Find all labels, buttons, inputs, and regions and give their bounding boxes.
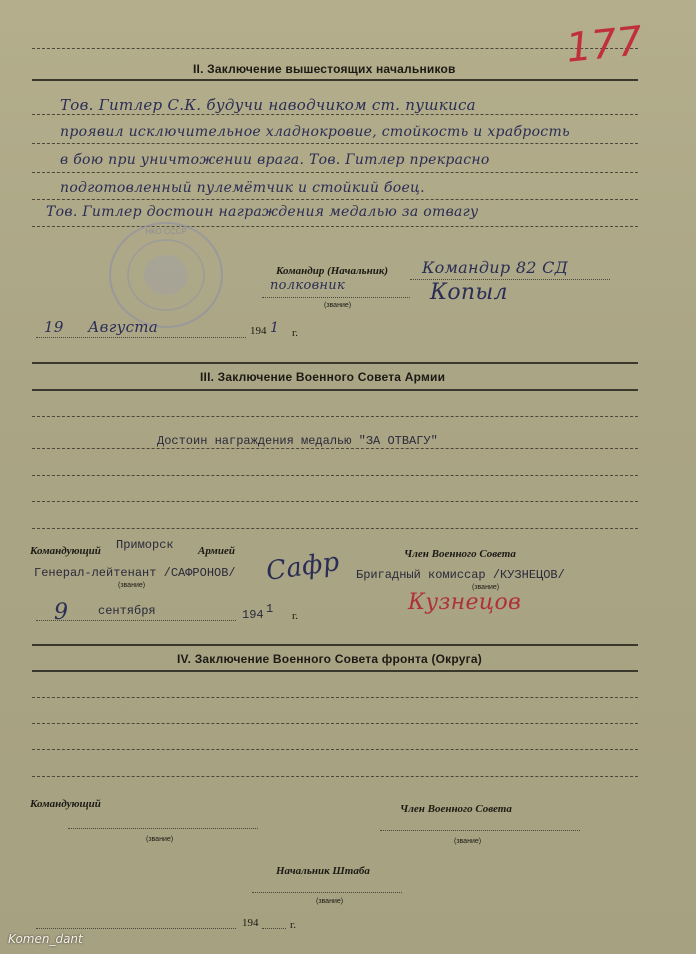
- rule: [32, 776, 638, 777]
- section3-council-caption: (звание): [472, 584, 500, 591]
- section2-commander-unit: Командир 82 СД: [422, 258, 569, 277]
- rule: [36, 928, 236, 929]
- section3-date-day: 9: [54, 600, 69, 625]
- section3-council-rank: Бригадный комиссар /КУЗНЕЦОВ/: [356, 568, 565, 582]
- section4-council-caption: (звание): [454, 838, 482, 845]
- rule: [32, 749, 638, 750]
- rule: [380, 830, 580, 831]
- section3-date-year-hand: 1: [266, 602, 274, 616]
- corner-number: 177: [563, 18, 645, 72]
- section4-chief-label: Начальник Штаба: [276, 865, 370, 877]
- rule: [36, 620, 236, 621]
- section2-date-month: Августа: [88, 318, 159, 336]
- section4-date-year-prefix: 194: [242, 917, 259, 929]
- rule: [36, 337, 246, 338]
- section3-signature-1: Сафр: [264, 547, 342, 587]
- section2-commander-label: Командир (Начальник): [276, 265, 389, 277]
- rule: [262, 297, 410, 298]
- rule: [32, 114, 638, 115]
- official-stamp: [106, 220, 226, 330]
- section4-commander-label: Командующий: [30, 798, 101, 810]
- section3-date-month: сентября: [98, 604, 156, 618]
- section2-heading-rule: [32, 79, 638, 81]
- section2-signature: Копыл: [430, 280, 508, 305]
- section2-line-4: подготовленный пулемётчик и стойкий боец.: [60, 180, 425, 196]
- section3-date-year-prefix: 194: [242, 608, 264, 622]
- section2-date-year-prefix: 194: [250, 325, 267, 337]
- rule: [32, 416, 638, 417]
- section3-rank-caption: (звание): [118, 582, 146, 589]
- section4-chief-caption: (звание): [316, 898, 344, 905]
- rule: [32, 670, 638, 672]
- rule: [32, 448, 638, 449]
- section4-rank-caption: (звание): [146, 836, 174, 843]
- section2-date-year-hand: 1: [270, 320, 280, 336]
- section2-line-1: Тов. Гитлер С.К. будучи наводчиком ст. пушкиса: [60, 96, 476, 114]
- section3-heading: III. Заключение Военного Совета Армии: [200, 370, 446, 384]
- rule: [32, 501, 638, 502]
- section3-typed-text: Достоин награждения медалью "ЗА ОТВАГУ": [157, 434, 438, 448]
- section4-heading: IV. Заключение Военного Совета фронта (Округа): [177, 652, 482, 666]
- rule: [32, 475, 638, 476]
- section3-council-label: Член Военного Совета: [404, 548, 516, 560]
- rule: [32, 723, 638, 724]
- section3-commander-label: Командующий: [30, 545, 101, 557]
- rule: [252, 892, 402, 893]
- section2-date-day: 19: [44, 318, 64, 336]
- section4-council-label: Член Военного Совета: [400, 803, 512, 815]
- stamp-text: НКО СССР: [145, 227, 187, 236]
- rule: [32, 389, 638, 391]
- section2-rank-caption: (звание): [324, 302, 352, 309]
- rule: [32, 644, 638, 646]
- section3-army-typed: Приморск: [116, 538, 174, 552]
- section3-date-suffix: г.: [292, 610, 299, 622]
- rule: [32, 362, 638, 364]
- section2-heading: II. Заключение вышестоящих начальников: [193, 62, 456, 76]
- watermark: Komen_dant: [8, 932, 83, 946]
- rule: [68, 828, 258, 829]
- section2-date-suffix: г.: [292, 327, 299, 339]
- rule: [32, 199, 638, 200]
- section3-commander-rank: Генерал-лейтенант /САФРОНОВ/: [34, 566, 236, 580]
- section4-date-suffix: г.: [290, 919, 297, 931]
- section2-line-2: проявил исключительное хладнокровие, стойкость и храбрость: [60, 124, 570, 140]
- section2-rank: полковник: [270, 278, 346, 293]
- rule: [262, 928, 286, 929]
- section3-signature-2: Кузнецов: [408, 590, 522, 615]
- section2-line-5: Тов. Гитлер достоин награждения медалью за отвагу: [46, 204, 479, 220]
- section3-army-label: Армией: [198, 545, 235, 557]
- rule: [32, 143, 638, 144]
- rule: [32, 697, 638, 698]
- top-rule: [32, 48, 638, 49]
- rule: [32, 172, 638, 173]
- section2-line-3: в бою при уничтожении врага. Тов. Гитлер прекрасно: [60, 152, 490, 168]
- rule: [32, 528, 638, 529]
